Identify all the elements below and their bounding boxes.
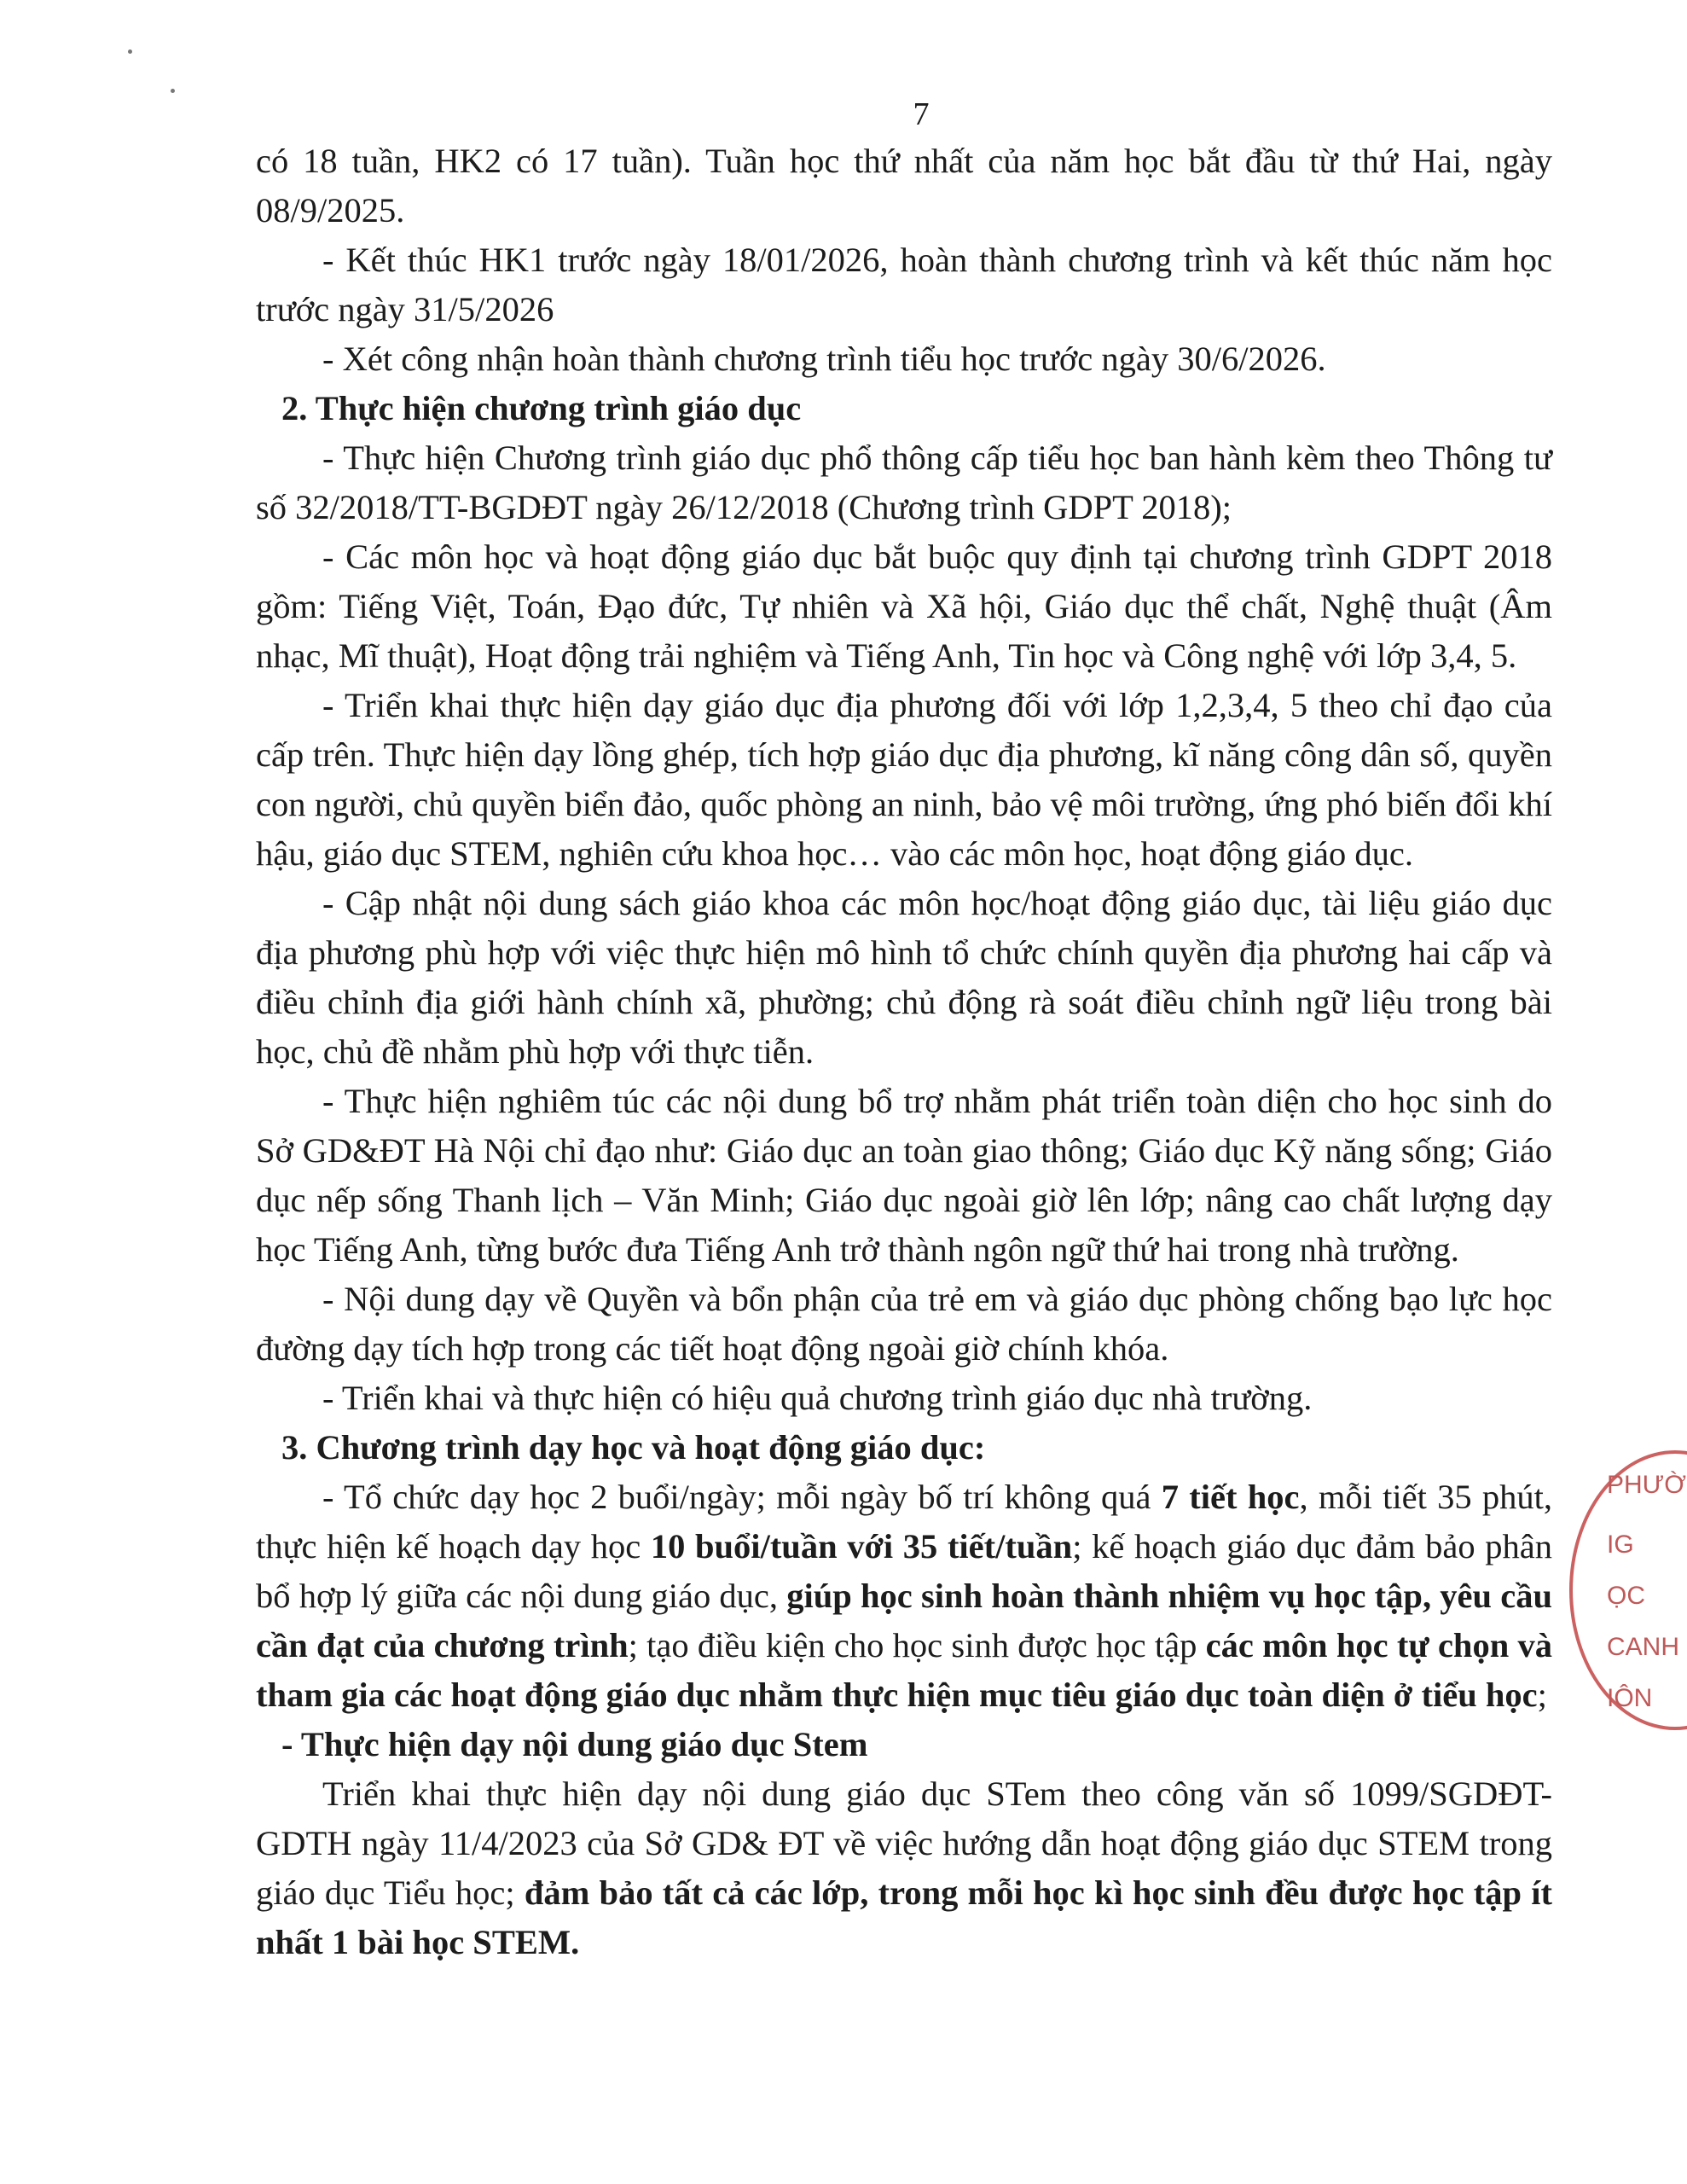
paragraph (256, 1769, 1552, 1967)
bold-text: giúp học sinh hoàn thành nhiệm vụ học tập, yêu cầu cần đạt của chương trình (256, 1577, 1552, 1664)
stamp-text: IÔN (1607, 1684, 1653, 1712)
paragraph (256, 1472, 1552, 1720)
stamp-text: PHƯỜ (1607, 1471, 1687, 1499)
stamp-text: IG (1607, 1531, 1634, 1559)
text-run: ; kế hoạch giáo dục đảm bảo phân bổ hợp lý giữa các nội dung giáo dục, (256, 1527, 1552, 1615)
document-body (256, 136, 1552, 1967)
bold-text: 10 buổi/tuần với 35 tiết/tuần (650, 1527, 1073, 1565)
stamp-text: ỌC (1607, 1582, 1645, 1610)
page-number: 7 (913, 96, 930, 132)
paragraph: - Xét công nhận hoàn thành chương trình tiểu học trước ngày 30/6/2026. (322, 340, 1326, 378)
school-seal-stamp (1569, 1450, 1687, 1730)
section-heading: 2. Thực hiện chương trình giáo dục (281, 389, 802, 427)
text-run: ; (1537, 1676, 1547, 1714)
stamp-text: CANH (1607, 1633, 1680, 1661)
scan-speck (128, 49, 132, 54)
bold-text: các môn học tự chọn và tham gia các hoạt động giáo dục nhằm thực hiện mục tiêu giáo dục toàn diện ở tiểu học (256, 1626, 1552, 1714)
paragraph: có 18 tuần, HK2 có 17 tuần). Tuần học thứ nhất của năm học bắt đầu từ thứ Hai, ngày 08/9/2025. (256, 142, 1552, 229)
text-run: ; tạo điều kiện cho học sinh được học tập (628, 1626, 1206, 1664)
paragraph: - Thực hiện Chương trình giáo dục phổ thông cấp tiểu học ban hành kèm theo Thông tư số 32/2018/TT-BGDĐT ngày 26/12/2018 (Chương trình GDPT 2018); (256, 439, 1552, 526)
paragraph: - Triển khai và thực hiện có hiệu quả chương trình giáo dục nhà trường. (322, 1379, 1313, 1417)
text-run: Triển khai thực hiện dạy nội dung giáo dục STem theo công văn số 1099/SGDĐT-GDTH ngày 11/4/2023 của Sở GD& ĐT về việc hướng dẫn hoạt động giáo dục STEM trong giáo dục Tiểu học; (256, 1774, 1552, 1912)
text-run: - Tổ chức dạy học 2 buổi/ngày; mỗi ngày bố trí không quá (322, 1478, 1162, 1516)
bold-text: 7 tiết học (1161, 1478, 1300, 1516)
section-heading: 3. Chương trình dạy học và hoạt động giáo dục: (281, 1428, 986, 1467)
paragraph: - Các môn học và hoạt động giáo dục bắt buộc quy định tại chương trình GDPT 2018 gồm: Tiếng Việt, Toán, Đạo đức, Tự nhiên và Xã hội, Giáo dục thể chất, Nghệ thuật (Âm nhạc, Mĩ thuật), Hoạt động trải nghiệm và Tiếng Anh, Tin học và Công nghệ với lớp 3,4, 5. (256, 537, 1552, 675)
paragraph: - Kết thúc HK1 trước ngày 18/01/2026, hoàn thành chương trình và kết thúc năm học trước ngày 31/5/2026 (256, 241, 1552, 328)
scan-speck (171, 89, 175, 93)
paragraph: - Nội dung dạy về Quyền và bổn phận của trẻ em và giáo dục phòng chống bạo lực học đường dạy tích hợp trong các tiết hoạt động ngoài giờ chính khóa. (256, 1280, 1552, 1368)
paragraph: - Thực hiện nghiêm túc các nội dung bổ trợ nhằm phát triển toàn diện cho học sinh do Sở GD&ĐT Hà Nội chỉ đạo như: Giáo dục an toàn giao thông; Giáo dục Kỹ năng sống; Giáo dục nếp sống Thanh lịch – Văn Minh; Giáo dục ngoài giờ lên lớp; nâng cao chất lượng dạy học Tiếng Anh, từng bước đưa Tiếng Anh trở thành ngôn ngữ thứ hai trong nhà trường. (256, 1082, 1552, 1269)
paragraph: - Cập nhật nội dung sách giáo khoa các môn học/hoạt động giáo dục, tài liệu giáo dục địa phương phù hợp với việc thực hiện mô hình tổ chức chính quyền địa phương hai cấp và điều chỉnh địa giới hành chính xã, phường; chủ động rà soát điều chỉnh ngữ liệu trong bài học, chủ đề nhằm phù hợp với thực tiễn. (256, 884, 1552, 1071)
text-run: , mỗi tiết 35 phút, thực hiện kế hoạch dạy học (256, 1478, 1552, 1565)
section-heading: - Thực hiện dạy nội dung giáo dục Stem (281, 1725, 868, 1763)
paragraph: - Triển khai thực hiện dạy giáo dục địa phương đối với lớp 1,2,3,4, 5 theo chỉ đạo của cấp trên. Thực hiện dạy lồng ghép, tích hợp giáo dục địa phương, kĩ năng công dân số, quyền con người, chủ quyền biển đảo, quốc phòng an ninh, bảo vệ môi trường, ứng phó biến đổi khí hậu, giáo dục STEM, nghiên cứu khoa học… vào các môn học, hoạt động giáo dục. (256, 686, 1552, 873)
bold-text: đảm bảo tất cả các lớp, trong mỗi học kì học sinh đều được học tập ít nhất 1 bài học STEM. (256, 1873, 1552, 1961)
